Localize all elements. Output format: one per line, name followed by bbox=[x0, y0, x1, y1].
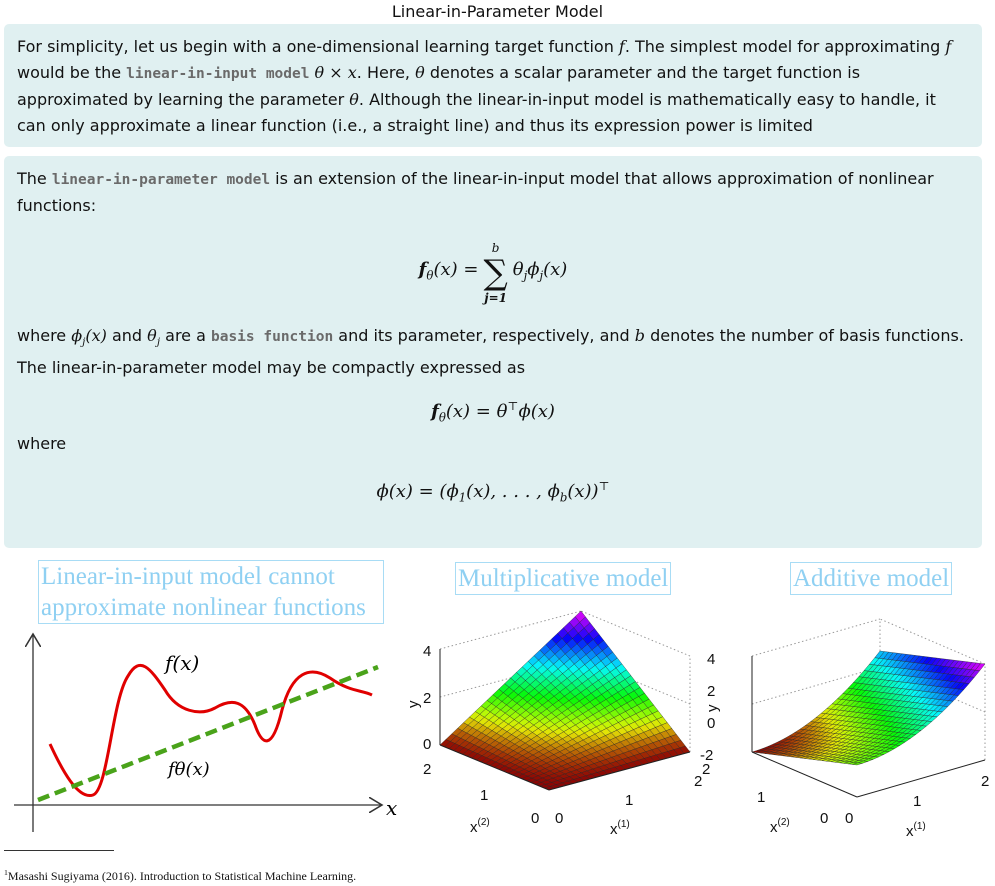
sum-symbol: ∑ bbox=[483, 253, 508, 293]
text: is an extension of the linear-in-input model that allows approximation of nonlinear functions: bbox=[17, 169, 934, 215]
tick: 2 bbox=[981, 773, 990, 790]
text: . Although the linear-in-input model is mathematically easy to handle, it can only approximate a linear function (i.e., a straight line) and thus its expression power is limited bbox=[17, 90, 936, 135]
math: f bbox=[418, 259, 427, 281]
math: (x) bbox=[85, 326, 107, 345]
tick: 2 bbox=[707, 683, 716, 700]
axis-label-y: y bbox=[405, 700, 422, 708]
math: (x) bbox=[543, 259, 568, 281]
math: b bbox=[634, 326, 646, 345]
footnote-text: Masashi Sugiyama (2016). Introduction to Statistical Machine Learning. bbox=[7, 869, 357, 883]
axis-label-x2: $x^{(2)}$ bbox=[770, 817, 790, 836]
math: j bbox=[82, 336, 86, 349]
math: 1 bbox=[458, 490, 467, 505]
sum-lower: j=1 bbox=[484, 291, 507, 305]
math: (x)) bbox=[567, 481, 599, 503]
multiplicative-surface-plot bbox=[440, 611, 690, 790]
math: (x) = θ bbox=[445, 401, 508, 423]
title-line: approximate nonlinear functions bbox=[41, 594, 366, 621]
footnote-rule bbox=[4, 850, 114, 851]
term-basis-function: basis function bbox=[210, 329, 334, 345]
tick: 0 bbox=[845, 810, 854, 827]
tick: -2 bbox=[700, 747, 714, 764]
text: where bbox=[17, 434, 67, 454]
tick: 1 bbox=[757, 789, 766, 806]
text: For simplicity, let us begin with a one-dimensional learning target function bbox=[17, 37, 619, 56]
additive-title: Additive model bbox=[790, 562, 952, 595]
sum-upper: b bbox=[491, 241, 500, 255]
text: . Here, bbox=[356, 63, 416, 82]
math: (x) = bbox=[433, 259, 479, 281]
math-theta-times-x: θ × x bbox=[309, 63, 357, 82]
tick: 4 bbox=[707, 651, 716, 668]
page-title: Linear-in-Parameter Model bbox=[391, 2, 604, 21]
text: would be the bbox=[17, 63, 127, 82]
math-theta: θ bbox=[415, 63, 425, 82]
multiplicative-title: Multiplicative model bbox=[455, 562, 671, 595]
math-f: f bbox=[945, 37, 952, 56]
math: j bbox=[156, 336, 161, 349]
math: ϕ(x) bbox=[518, 401, 555, 423]
axis-line bbox=[857, 760, 985, 797]
math: ϕ bbox=[527, 259, 540, 281]
text: where bbox=[17, 326, 72, 345]
math: ϕ(x) = (ϕ bbox=[376, 481, 459, 503]
tick: 0 bbox=[820, 810, 829, 827]
math: ϕ bbox=[71, 326, 83, 345]
footnote bbox=[4, 868, 356, 884]
f-label: f(x) bbox=[165, 651, 200, 675]
math-f: f bbox=[618, 37, 625, 56]
axis-label-x1: $x^{(1)}$ bbox=[906, 821, 926, 840]
term-linear-in-parameter-model: linear-in-parameter model bbox=[51, 172, 271, 188]
additive-surface-plot bbox=[752, 619, 985, 797]
math: θ bbox=[147, 326, 157, 345]
text: denotes the number of basis functions. The linear-in-parameter model may be compactly expressed as bbox=[17, 326, 964, 378]
math: f bbox=[431, 401, 439, 423]
tick: 2 bbox=[423, 690, 432, 707]
tick: 0 bbox=[707, 715, 716, 732]
tick: 1 bbox=[913, 793, 922, 810]
text: are a bbox=[160, 326, 211, 345]
grid-line bbox=[752, 619, 880, 656]
axis-label-x1: $x^{(1)}$ bbox=[610, 819, 630, 838]
math-theta: θ bbox=[349, 90, 359, 109]
term-linear-in-input-model: linear-in-input model bbox=[126, 66, 310, 82]
math: ⊤ bbox=[598, 479, 610, 494]
math: j bbox=[539, 268, 544, 283]
text: . The simplest model for approximating bbox=[624, 37, 946, 56]
text: and bbox=[106, 326, 148, 345]
math: θ bbox=[426, 268, 434, 283]
axis-label-y: y bbox=[704, 704, 721, 712]
text: The bbox=[17, 169, 52, 188]
x-label: x bbox=[386, 796, 398, 820]
tick: 0 bbox=[555, 810, 564, 827]
math: j bbox=[523, 268, 528, 283]
tick: 2 bbox=[702, 761, 711, 778]
f-theta-line bbox=[38, 667, 378, 800]
tick: 1 bbox=[625, 792, 634, 809]
tick: 0 bbox=[423, 736, 432, 753]
tick: 1 bbox=[480, 787, 489, 804]
text: and its parameter, respectively, and bbox=[333, 326, 635, 345]
footnote-mark: 1 bbox=[4, 868, 8, 877]
tick: 0 bbox=[531, 810, 540, 827]
math: θ bbox=[512, 259, 524, 281]
tick: 4 bbox=[423, 643, 432, 660]
axis-label-x2: $x^{(2)}$ bbox=[470, 817, 490, 836]
left-plot bbox=[14, 634, 397, 832]
f-theta-label: fθ(x) bbox=[168, 759, 210, 780]
tick: 2 bbox=[423, 761, 432, 778]
math: (x), . . . , ϕ bbox=[466, 481, 560, 503]
title-line: Linear-in-input model cannot bbox=[41, 563, 335, 590]
math: ⊤ bbox=[507, 399, 519, 414]
tick: 2 bbox=[694, 773, 703, 790]
text: denotes a scalar parameter and the target function is approximated by learning the parameter bbox=[17, 63, 861, 109]
math: θ bbox=[438, 410, 446, 425]
math: b bbox=[559, 490, 568, 505]
